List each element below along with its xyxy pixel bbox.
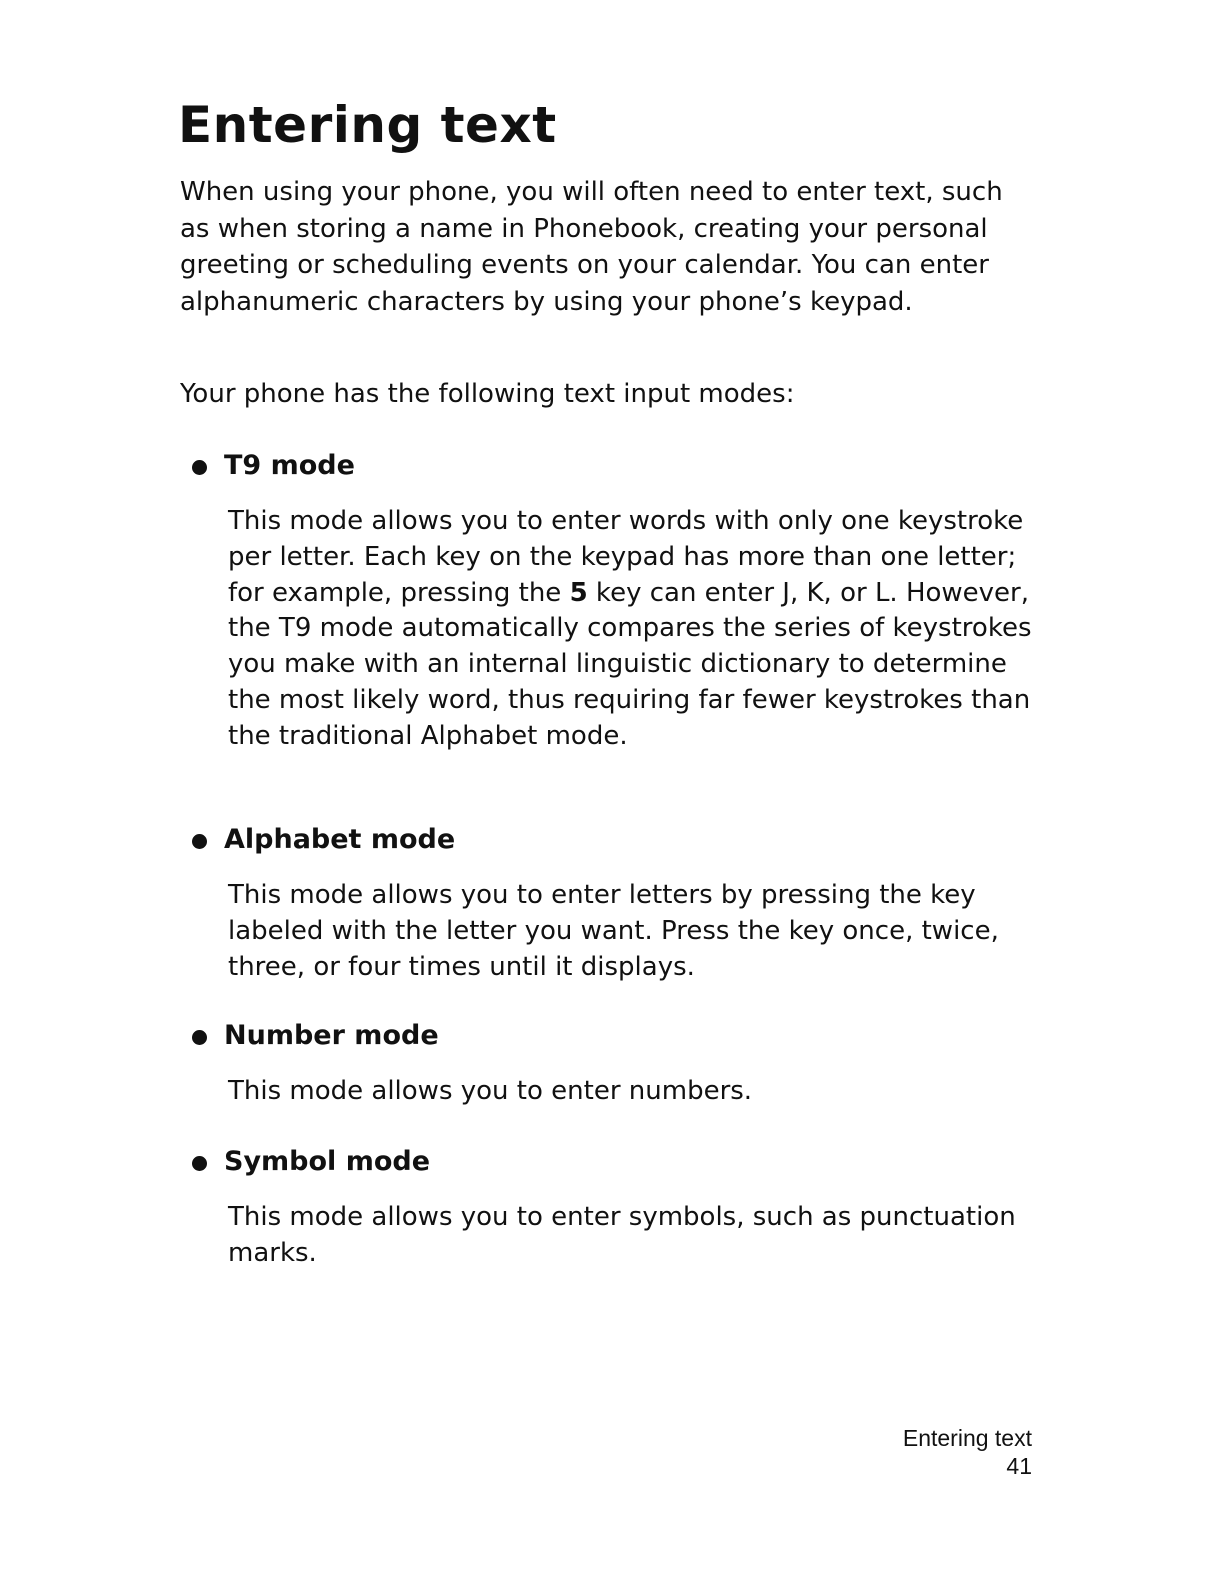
mode-heading-label: Alphabet mode — [224, 824, 456, 855]
mode-description: This mode allows you to enter symbols, such as punctuation marks. — [228, 1202, 1016, 1268]
mode-description: This mode allows you to enter numbers. — [228, 1076, 753, 1106]
key-number: 5 — [569, 577, 588, 608]
mode-description-text: key can enter J, K, or L. However, the T9 mode automatically compares the series of keystrokes you make with an internal linguistic dictionary to determine the most likely word, thus requiring far fewer keystrokes than the traditional Alphabet mode. — [228, 577, 1032, 751]
mode-heading — [190, 822, 1050, 858]
footer-section-title: Entering text — [902, 1425, 1032, 1451]
mode-item-alphabet — [190, 822, 1050, 985]
mode-item-symbol — [190, 1144, 1050, 1272]
mode-description: This mode allows you to enter letters by pressing the key labeled with the letter you want. Press the key once, twice, three, or four times until it displays. — [228, 880, 999, 982]
mode-item-number — [190, 1018, 1050, 1110]
mode-item-t9 — [190, 448, 1050, 755]
page-footer — [903, 1424, 1032, 1480]
bullet-icon — [192, 460, 207, 475]
page-number: 41 — [1006, 1453, 1032, 1479]
mode-heading-label: Number mode — [224, 1020, 439, 1051]
page-title: Entering text — [178, 96, 557, 154]
mode-heading-label: Symbol mode — [224, 1146, 431, 1177]
mode-heading — [190, 1018, 1050, 1054]
mode-heading-label: T9 mode — [224, 450, 355, 481]
bullet-icon — [192, 1030, 207, 1045]
bullet-icon — [192, 1156, 207, 1171]
modes-lead-text: Your phone has the following text input modes: — [180, 379, 795, 409]
mode-heading — [190, 448, 1050, 484]
mode-heading — [190, 1144, 1050, 1180]
bullet-icon — [192, 834, 207, 849]
intro-paragraph: When using your phone, you will often need to enter text, such as when storing a name in Phonebook, creating your personal greeting or scheduling events on your calendar. You can enter alphanumeric characters by using your phone’s keypad. — [180, 177, 1003, 317]
mode-description-text: This mode allows you to enter words with only one keystroke per letter. Each key on the keypad has more than one letter; for example, pressing the — [228, 506, 1024, 608]
mode-description — [228, 504, 1038, 755]
